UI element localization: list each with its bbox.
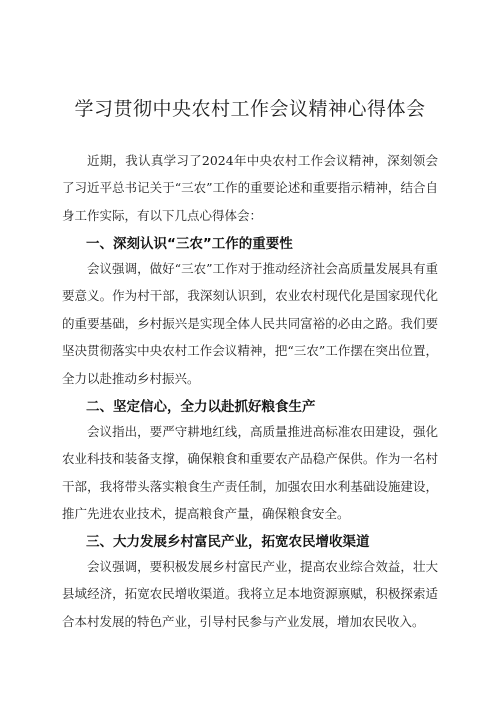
intro-paragraph-block: [62, 147, 438, 229]
section-3-body: 会议强调，要积极发展乡村富民产业，提高农业综合效益，壮大县域经济，拓宽农民增收渠道。我将立足本地资源禀赋，积极探索适合本村发展的特色产业，引导村民参与产业发展，增加农民收入。: [62, 559, 438, 629]
document-title: 学习贯彻中央农村工作会议精神心得体会: [74, 98, 426, 120]
intro-paragraph: 近期，我认真学习了2024年中央农村工作会议精神，深刻领会了习近平总书记关于“三农”工作的重要论述和重要指示精神，结合自身工作实际，有以下几点心得体会：: [62, 153, 438, 223]
section-1-heading: 一、深刻认识“三农”工作的重要性: [86, 236, 293, 252]
section-3-body-block: [62, 553, 438, 635]
section-3-heading: 三、大力发展乡村富民产业，拓宽农民增收渠道: [86, 534, 370, 550]
section-2-body-block: [62, 418, 438, 528]
section-1-body: 会议强调，做好“三农”工作对于推动经济社会高质量发展具有重要意义。作为村干部，我深刻认识到，农业农村现代化是国家现代化的重要基础，乡村振兴是实现全体人民共同富裕的必由之路。我们要坚决贯彻落实中央农村工作会议精神，把“三农”工作摆在突出位置，全力以赴推动乡村振兴。: [62, 261, 438, 386]
section-2-heading: 二、坚定信心，全力以赴抓好粮食生产: [86, 399, 316, 415]
section-1-body-block: [62, 255, 438, 392]
section-2-body: 会议指出，要严守耕地红线，高质量推进高标准农田建设，强化农业科技和装备支撑，确保粮食和重要农产品稳产保供。作为一名村干部，我将带头落实粮食生产责任制，加强农田水利基础设施建设，推广先进农业技术，提高粮食产量，确保粮食安全。: [62, 424, 438, 522]
